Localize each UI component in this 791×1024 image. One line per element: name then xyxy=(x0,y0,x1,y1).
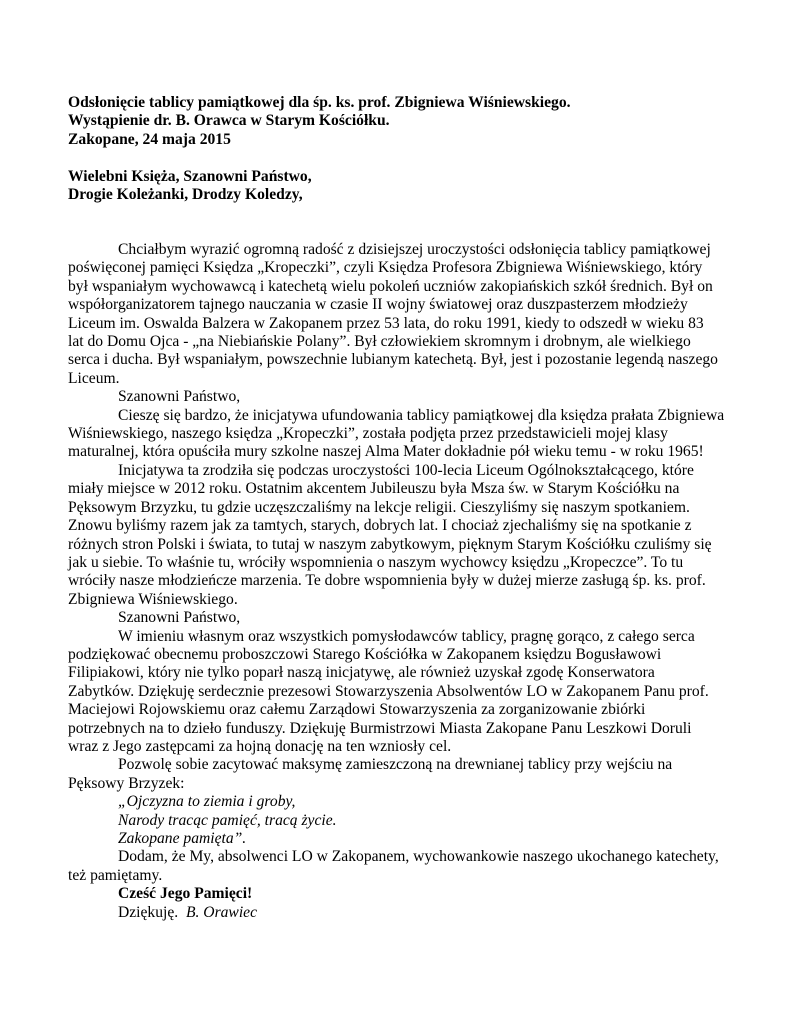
paragraph-line: Dodam, że My, absolwenci LO w Zakopanem, wychowankowie naszego ukochanego katechety, xyxy=(118,848,719,866)
paragraph-line: podziękować obecnemu proboszczowi Starego Kościółka w Zakopanem księdzu Bogusławowi xyxy=(68,645,662,663)
salutation-line: Drogie Koleżanki, Drodzy Koledzy, xyxy=(68,186,303,204)
paragraph-line: współorganizatorem tajnego nauczania w czasie II wojny światowej oraz duszpasterzem młodzieży xyxy=(68,296,688,314)
paragraph-line: Znowu byliśmy razem jak za tamtych, starych, dobrych lat. I chociaż zjechaliśmy się na spotkanie z xyxy=(68,517,692,535)
paragraph-line: Zbigniewa Wiśniewskiego. xyxy=(68,590,238,608)
document-heading xyxy=(68,94,728,149)
signature-name: B. Orawiec xyxy=(185,903,258,921)
paragraph xyxy=(68,756,728,793)
paragraph-line: Liceum. xyxy=(68,369,120,387)
paragraph-line: lat do Domu Ojca - „na Niebiańskie Polany”. Był człowiekiem skromnym i drobnym, ale wielkiego xyxy=(68,333,691,351)
paragraph-line: Pęksowym Brzyzku, tu gdzie uczęszczaliśmy na lekcje religii. Cieszyliśmy się naszym spotkaniem. xyxy=(68,498,690,516)
honor-line: Cześć Jego Pamięci! xyxy=(118,885,253,903)
signature-line xyxy=(68,904,728,922)
paragraph-line: Zabytków. Dziękuję serdecznie prezesowi Stowarzyszenia Absolwentów LO w Zakopanem Panu prof. xyxy=(68,682,709,700)
paragraph-line: też pamiętamy. xyxy=(68,866,163,884)
quote-line: Narody tracąc pamięć, tracą życie. xyxy=(118,811,337,829)
paragraph-line: miały miejsce w 2012 roku. Ostatnim akcentem Jubileuszu była Msza św. w Starym Kościółku na xyxy=(68,480,680,498)
paragraph-line: Szanowni Państwo, xyxy=(118,388,241,406)
paragraph-line: Filipiakowi, który nie tylko poparł naszą inicjatywę, ale również uzyskał zgodę Konserwatora xyxy=(68,664,655,682)
paragraph-line: wróciły nasze młodzieńcze marzenia. Te dobre wspomnienia były w dużej mierze zasługą śp. ks. prof. xyxy=(68,572,706,590)
paragraph-line: W imieniu własnym oraz wszystkich pomysłodawców tablicy, pragnę gorąco, z całego serca xyxy=(118,627,695,645)
paragraph-line: był wspaniałym wychowawcą i katechetą wielu pokoleń uczniów zakopiańskich szkół średnich. Był on xyxy=(68,277,713,295)
paragraph-line: Inicjatywa ta zrodziła się podczas uroczystości 100-lecia Liceum Ogólnokształcącego, które xyxy=(118,461,694,479)
closing-paragraph xyxy=(68,848,728,885)
paragraph-line: potrzebnych na to dzieło funduszy. Dziękuję Burmistrzowi Miasta Zakopane Panu Leszkowi Doruli xyxy=(68,719,692,737)
paragraph xyxy=(68,388,728,406)
paragraph-line: różnych stron Polski i świata, to tutaj w naszym zabytkowym, pięknym Starym Kościółku czuliśmy się xyxy=(68,535,712,553)
speech-body xyxy=(68,241,728,922)
paragraph-line: Szanowni Państwo, xyxy=(118,609,241,627)
paragraph-line: maturalnej, która opuściła mury szkolne naszej Alma Mater dokładnie pół wieku temu - w roku 1965! xyxy=(68,443,704,461)
document-place-date: Zakopane, 24 maja 2015 xyxy=(68,130,231,148)
document-title: Odsłonięcie tablicy pamiątkowej dla śp. ks. prof. Zbigniewa Wiśniewskiego. xyxy=(68,94,571,111)
paragraph-line: wraz z Jego zastępcami za hojną donację na ten wzniosły cel. xyxy=(68,737,452,755)
paragraph-line: Pozwolę sobie zacytować maksymę zamieszczoną na drewnianej tablicy przy wejściu na xyxy=(118,756,673,774)
paragraph xyxy=(68,241,728,388)
paragraph-line: jak u siebie. To właśnie tu, wróciły wspomnienia o naszym wychowcy księdzu „Kropeczce”. To tu xyxy=(68,553,684,571)
thanks-text: Dziękuję. xyxy=(118,903,179,921)
quote-line: „Ojczyzna to ziemia i groby, xyxy=(118,793,296,811)
paragraph-line: Liceum im. Oswalda Balzera w Zakopanem przez 53 lata, do roku 1991, kiedy to odszedł w wieku 83 xyxy=(68,314,704,332)
paragraph-line: Pęksowy Brzyzek: xyxy=(68,774,185,792)
paragraph-line: Maciejowi Rojowskiemu oraz całemu Zarządowi Stowarzyszenia za zorganizowanie zbiórki xyxy=(68,701,646,719)
paragraph-line: serca i ducha. Był wspaniałym, powszechnie lubianym katechetą. Był, jest i pozostanie legendą naszego xyxy=(68,351,718,369)
paragraph xyxy=(68,462,728,609)
paragraph xyxy=(68,609,728,627)
salutation xyxy=(68,168,728,205)
paragraph xyxy=(68,407,728,462)
paragraph-line: Chciałbym wyrazić ogromną radość z dzisiejszej uroczystości odsłonięcia tablicy pamiątkowej xyxy=(118,241,711,258)
salutation-line: Wielebni Księża, Szanowni Państwo, xyxy=(68,168,312,185)
quote-line: Zakopane pamięta”. xyxy=(118,830,247,847)
paragraph-line: Wiśniewskiego, naszego księdza „Kropeczki”, została podjęta przez przedstawicieli mojej klasy xyxy=(68,425,668,443)
paragraph xyxy=(68,628,728,757)
document-subtitle: Wystąpienie dr. B. Orawca w Starym Kościółku. xyxy=(68,112,390,130)
paragraph-line: poświęconej pamięci Księdza „Kropeczki”, czyli Księdza Profesora Zbigniewa Wiśniewskiego, który xyxy=(68,259,703,277)
paragraph-line: Cieszę się bardzo, że inicjatywa ufundowania tablicy pamiątkowej dla księdza prałata Zbigniewa xyxy=(118,406,725,424)
